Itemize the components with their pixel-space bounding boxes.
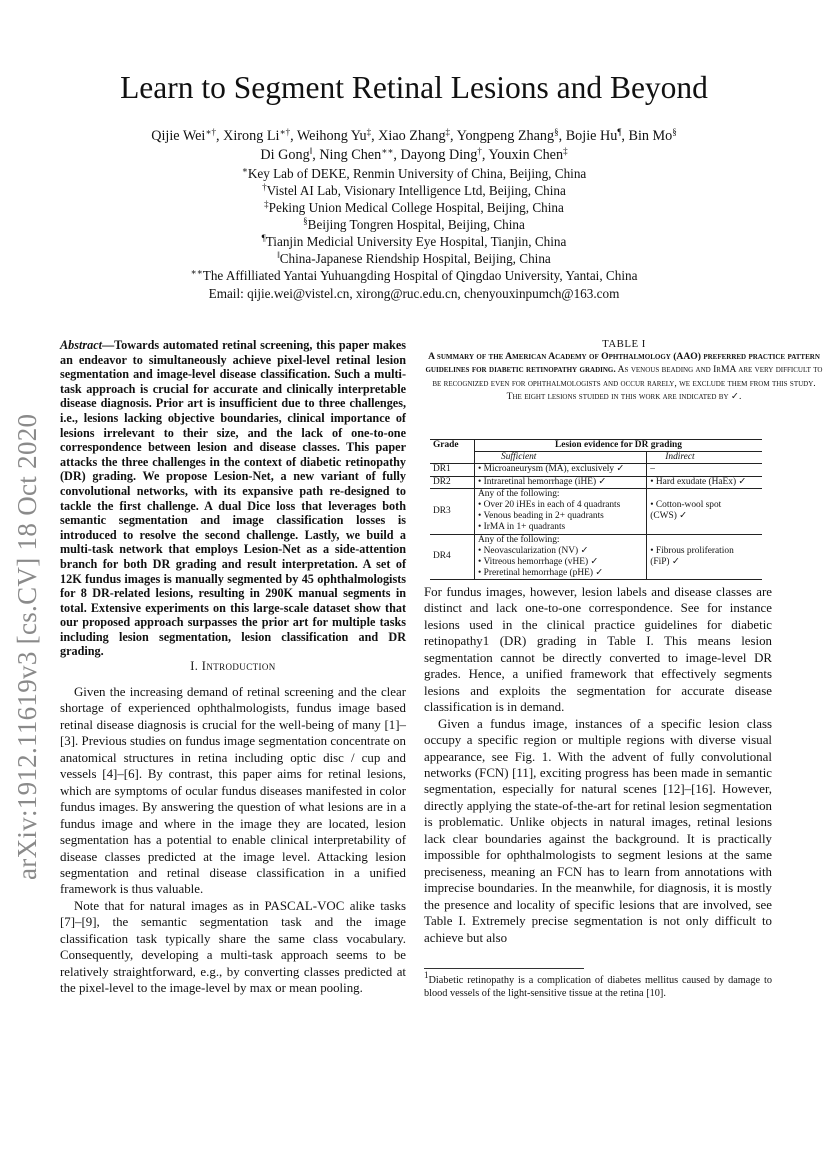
table-header-evidence: Lesion evidence for DR grading	[555, 440, 682, 450]
table-header-sufficient: Sufficient	[475, 452, 647, 464]
footnote-rule	[424, 968, 584, 969]
author-line-1: Qijie Wei∗†, Xirong Li∗†, Weihong Yu‡, Xiao Zhang‡, Yongpeng Zhang§, Bojie Hu¶, Bin Mo§	[151, 127, 677, 144]
author: Yongpeng Zhang	[456, 128, 555, 144]
author: Dayong Ding	[400, 147, 478, 163]
paragraph: For fundus images, however, lesion labels and disease classes are distinct and lack one-to-one correspondence. See for instance lesions used in the clinical practice guidelines for diabetic retinopathy1 (DR) grading in Table I. This means lesion segmentation cannot be directly converted to image-level DR grades. Hence, a unified framework that effectively segments lesions and exploits the segmentation for accurate disease classification is in demand.	[424, 585, 772, 715]
author: Weihong Yu	[296, 128, 367, 144]
table-row: DR1 • Microaneurysm (MA), exclusively ✓ –	[430, 464, 762, 476]
author: Qijie Wei	[151, 128, 206, 144]
footnote: $^1$Diabetic retinopathy is a complication of diabetes mellitus caused by damage to blood vessels of the light-sensitive tissue at the retina [10].	[424, 970, 772, 999]
paragraph: Given the increasing demand of retinal screening and the clear shortage of experienced ophthalmologists, fundus image based retinal disease diagnosis is crucial for the well-being of many [1]–[3]. Previous studies on fundus image segmentation concentrate on anatomical structures in retina including optic disc / cup and vessels [4]–[6]. By contrast, this paper aims for retinal lesions, which are symptoms of ocular fundus diseases manifested in color fundus images. By answering the question of what lesions are in a fundus image and where in the image they are located, lesion segmentation has a potential to enable clinical interpretability of disease classes predicted at the image level. Attacking lesion segmentation and retinal disease classification in a unified framework is thus valuable.	[60, 685, 406, 897]
paper-title: Learn to Segment Retinal Lesions and Beyond	[120, 70, 708, 105]
author: Xiao Zhang	[378, 128, 446, 144]
abstract: Abstract—Towards automated retinal screening, this paper makes an endeavor to simultaneously achieve pixel-level retinal lesion segmentation and image-level disease classification. Such a multi-task approach is crucial for accurate and clinically interpretable disease diagnosis. Prior art is insufficient due to three challenges, i.e., lesions lacking objective boundaries, clinical importance of lesions irrelevant to their size, and the lack of one-to-one correspondence between lesion and disease classes. This paper attacks the three challenges in the context of diabetic retinopathy (DR) grading. We propose Lesion-Net, a new variant of fully convolutional networks, with its expansive path re-designed to tackle the first challenge. A dual Dice loss that leverages both semantic segmentation and image classification losses is introduced to resolve the second challenge. Lastly, we build a multi-task network that employs Lesion-Net as a side-attention branch for both DR grading and result interpretation. A set of 12K fundus images is manually segmented by 45 ophthalmologists for 8 DR-related lesions, resulting in 290K manual segments in total. Extensive experiments on this large-scale dataset show that our proposed approach surpasses the prior art for multiple tasks including lesion segmentation, lesion classification and DR grading.	[60, 338, 406, 659]
email-line: Email: qijie.wei@vistel.cn, xirong@ruc.edu.cn, chenyouxinpumch@163.com	[208, 286, 620, 301]
intro-column-right	[424, 584, 772, 946]
affiliation: ∗Key Lab of DEKE, Renmin University of China, Beijing, China	[241, 165, 587, 181]
author: Xirong Li	[223, 128, 280, 144]
affiliation: ‖China-Japanese Riendship Hospital, Beijing, China	[277, 250, 551, 266]
arxiv-stamp: arXiv:1912.11619v3 [cs.CV] 18 Oct 2020	[12, 413, 42, 880]
table-row: DR3 Any of the following: • Over 20 iHEs in each of 4 quadrants • Venous beading in 2+ quadrants • IrMA in 1+ quadrants • Cotton-wool spot (CWS) ✓	[430, 488, 762, 534]
author: Bin Mo	[628, 128, 673, 144]
author: Youxin Chen	[488, 147, 564, 163]
author: Ning Chen	[319, 147, 382, 163]
author-line-2: Di Gong‖, Ning Chen∗∗, Dayong Ding†, Youxin Chen‡	[260, 146, 568, 163]
table-row: DR2 • Intraretinal hemorrhage (iHE) ✓ • Hard exudate (HaEx) ✓	[430, 476, 762, 488]
paragraph: Given a fundus image, instances of a specific lesion class occupy a specific region or multiple regions with diverse visual appearance, see Fig. 1. With the advent of fully convolutional networks (FCN) [11], exciting progress has been made in semantic segmentation, especially for natural scenes [12]–[16]. However, directly applying the state-of-the-art for retinal lesion segmentation is problematic. Unlike objects in natural images, retinal lesions lack clear boundaries against the background. It is practically impossible for ophthalmologists to segment lesions at the same preciseness, meaning an FCN has to learn from annotations with imprecise boundaries. In the meanwhile, for diagnosis, it is mostly the presence and locality of specific lesions that are involved, see Table I. Extremely precise segmentation is not only difficult to achieve but also	[424, 716, 772, 945]
dr-grading-table	[430, 439, 762, 580]
intro-column-left	[60, 684, 406, 997]
affiliation: †Vistel AI Lab, Visionary Intelligence Ltd, Beijing, China	[262, 182, 566, 198]
table-header-indirect: Indirect	[647, 452, 762, 464]
author: Di Gong	[260, 147, 310, 163]
author: Bojie Hu	[565, 128, 618, 144]
affiliation: ¶Tianjin Medicial University Eye Hospital, Tianjin, China	[261, 233, 567, 249]
paragraph: Note that for natural images as in PASCAL-VOC alike tasks [7]–[9], the semantic segmentation task and the image classification task typically share the same class vocabulary. Consequently, developing a multi-task approach seems to be relatively straightforward, e.g., by converting classes predicted at the pixel-level to the image-level by max or mean pooling.	[60, 898, 406, 996]
table-header-grade: Grade	[430, 440, 475, 452]
section-heading: I. Introduction	[190, 659, 276, 673]
affiliation: §Beijing Tongren Hospital, Beijing, China	[303, 216, 525, 232]
table-row: DR4 Any of the following: • Neovascularization (NV) ✓ • Vitreous hemorrhage (vHE) ✓ • Preretinal hemorrhage (pHE) ✓ • Fibrous proliferation (FiP) ✓	[430, 534, 762, 580]
affiliation: ∗∗The Affilliated Yantai Yuhuangding Hospital of Qingdao University, Yantai, China	[190, 267, 638, 283]
table-label: TABLE I	[602, 338, 646, 350]
affiliation: ‡Peking Union Medical College Hospital, Beijing, China	[264, 199, 564, 215]
table-caption: A summary of the American Academy of Ophthalmology (AAO) preferred practice pattern guidelines for diabetic retinopathy grading. As venous beading and IrMA are very difficult to be recognized even for ophthalmologists and occur rarely, we exclude them from this study. The eight lesions stuided in this work are indicated by ✓.	[425, 351, 823, 402]
abstract-text: Towards automated retinal screening, this paper makes an endeavor to simultaneously achieve pixel-level retinal lesion segmentation and image-level disease classification. Such a multi-task approach is crucial for accurate and clinically interpretable disease diagnosis. Prior art is insufficient due to three challenges, i.e., lesions lacking objective boundaries, clinical importance of lesions irrelevant to their size, and the lack of one-to-one correspondence between lesion and disease classes. This paper attacks the three challenges in the context of diabetic retinopathy (DR) grading. We propose Lesion-Net, a new variant of fully convolutional networks, with its expansive path re-designed to tackle the first challenge. A dual Dice loss that leverages both semantic segmentation and image classification losses is introduced to resolve the second challenge. Lastly, we build a multi-task network that employs Lesion-Net as a side-attention branch for both DR grading and result interpretation. A set of 12K fundus images is manually segmented by 45 ophthalmologists for 8 DR-related lesions, resulting in 290K manual segments in total. Extensive experiments on this large-scale dataset show that our proposed approach surpasses the prior art for multiple tasks including lesion segmentation, lesion classification and DR grading.	[60, 338, 406, 659]
